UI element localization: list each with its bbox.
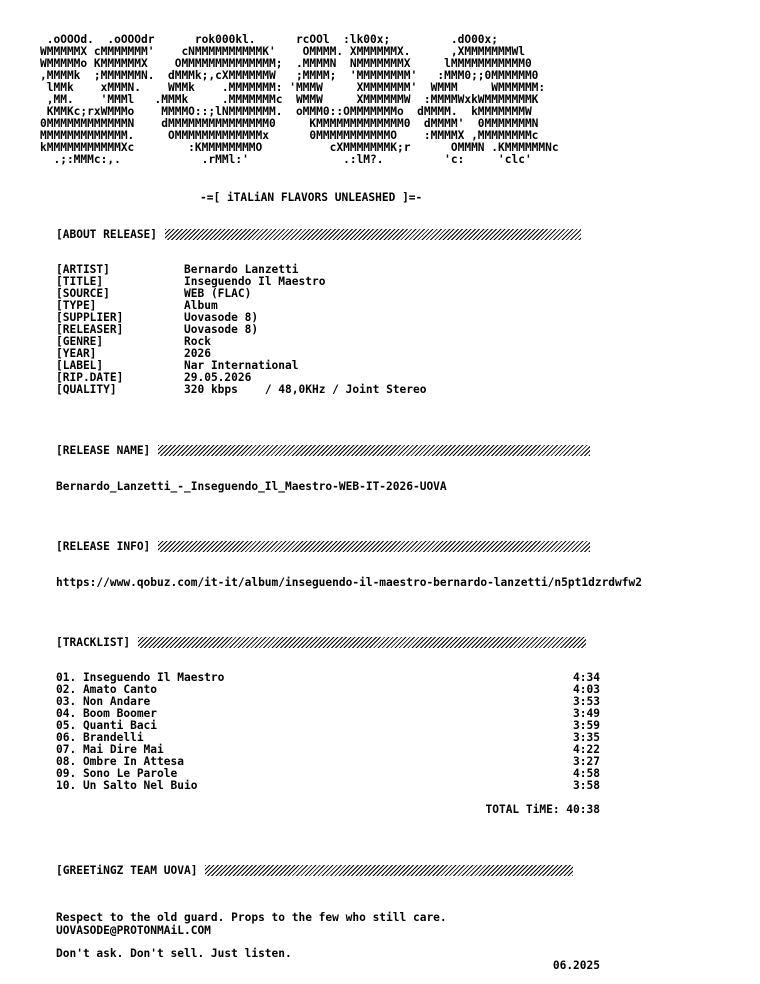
section-header-release-info bbox=[56, 540, 590, 553]
section-divider-hatch bbox=[165, 229, 581, 240]
contact-email: UOVASODE@PROTONMAiL.COM bbox=[56, 924, 211, 937]
section-header-about bbox=[56, 228, 581, 241]
about-row-rip-date: [RIP.DATE] 29.05.2026 bbox=[56, 371, 252, 384]
greeting-line: Don't ask. Don't sell. Just listen. bbox=[56, 947, 292, 960]
release-name: Bernardo_Lanzetti_-_Inseguendo_Il_Maestro-WEB-IT-2026-UOVA bbox=[56, 480, 447, 493]
about-row-source: [SOURCE] WEB (FLAC) bbox=[56, 287, 252, 300]
track-row: 07. Mai Dire Mai 4:22 bbox=[56, 743, 600, 756]
release-url: https://www.qobuz.com/it-it/album/inseguendo-il-maestro-bernardo-lanzetti/n5pt1dzrdwfw2 bbox=[56, 576, 642, 589]
section-title-about: [ABOUT RELEASE] bbox=[56, 228, 158, 241]
tagline: -=[ iTALiAN FLAVORS UNLEASHED ]=- bbox=[200, 191, 423, 204]
section-title-release-info: [RELEASE INFO] bbox=[56, 540, 151, 553]
track-row: 08. Ombre In Attesa 3:27 bbox=[56, 755, 600, 768]
track-row: 02. Amato Canto 4:03 bbox=[56, 683, 600, 696]
track-row: 10. Un Salto Nel Buio 3:58 bbox=[56, 779, 600, 792]
track-row: 04. Boom Boomer 3:49 bbox=[56, 707, 600, 720]
ascii-art-logo: .oOOOd. .oOOOdr rok000kl. rcOOl :lk00x; .dO00x; WMMMMMX cMMMMMMM' cNMMMMMMMMMMK' OMMMM. XMMMMMMX. ,XMMMMMMMWl WMMMMMo KMMMMMMX OMMMMMMMMMMMMMM; .MMMMN NMMMMMMMX lMMMMMMMMMMM0 ,MMMMk ;MMMMMMN. dMMMk;,cXMMMMMMW ;MMMM; 'MMMMMMMM' :MMM0;;0MMMMMM0 lMMk xMMMN. WMMk .MMMMMMM: 'MMMW XMMMMMMM' WMMM WMMMMMM: ,MM. 'MMMl .MMMk .MMMMMMMc WMMW XMMMMMMW :MMMMWxkWMMMMMMMK KMMKc;rxWMMMo MMMMO::;lNMMMMMMM. oMMM0::OMMMMMMMo dMMMM. kMMMMMMMW 0MMMMMMMMMMMMN dMMMMMMMMMMMMMMM0 KMMMMMMMMMMMMM0 dMMMM' 0MMMMMMMN MMMMMMMMMMMMM. OMMMMMMMMMMMMMx 0MMMMMMMMMMMO :MMMMX ,MMMMMMMMc kMMMMMMMMMMMXc :KMMMMMMMMO cXMMMMMMMK;r OMMMN .KMMMMMMNc .;:MMMc:,. .rMMl:' .:lM?. 'c: 'clc' bbox=[40, 33, 559, 166]
section-header-release-name bbox=[56, 444, 590, 457]
about-row-year: [YEAR] 2026 bbox=[56, 347, 211, 360]
about-row-artist: [ARTIST] Bernardo Lanzetti bbox=[56, 263, 299, 276]
section-divider-hatch bbox=[205, 865, 573, 876]
about-row-label: [LABEL] Nar International bbox=[56, 359, 299, 372]
section-title-greetings: [GREETiNGZ TEAM UOVA] bbox=[56, 864, 198, 877]
about-row-releaser: [RELEASER] Uovasode 8) bbox=[56, 323, 259, 336]
greeting-line: Respect to the old guard. Props to the few who still care. bbox=[56, 911, 447, 924]
section-divider-hatch bbox=[138, 637, 586, 648]
track-row: 06. Brandelli 3:35 bbox=[56, 731, 600, 744]
about-release-table bbox=[56, 264, 426, 396]
section-header-tracklist bbox=[56, 636, 586, 649]
total-time: TOTAL TiME: 40:38 bbox=[485, 803, 600, 816]
about-row-genre: [GENRE] Rock bbox=[56, 335, 211, 348]
section-title-tracklist: [TRACKLIST] bbox=[56, 636, 131, 649]
section-divider-hatch bbox=[158, 541, 590, 552]
about-row-title: [TITLE] Inseguendo Il Maestro bbox=[56, 275, 326, 288]
track-row: 01. Inseguendo Il Maestro 4:34 bbox=[56, 671, 600, 684]
track-row: 09. Sono Le Parole 4:58 bbox=[56, 767, 600, 780]
footer-date: 06.2025 bbox=[552, 959, 600, 972]
track-row: 03. Non Andare 3:53 bbox=[56, 695, 600, 708]
section-title-release-name: [RELEASE NAME] bbox=[56, 444, 151, 457]
section-header-greetings bbox=[56, 864, 573, 877]
about-row-type: [TYPE] Album bbox=[56, 299, 218, 312]
track-row: 05. Quanti Baci 3:59 bbox=[56, 719, 600, 732]
about-row-quality: [QUALITY] 320 kbps / 48,0KHz / Joint Stereo bbox=[56, 383, 427, 396]
about-row-supplier: [SUPPLIER] Uovasode 8) bbox=[56, 311, 259, 324]
tracklist bbox=[56, 672, 600, 792]
section-divider-hatch bbox=[158, 445, 590, 456]
